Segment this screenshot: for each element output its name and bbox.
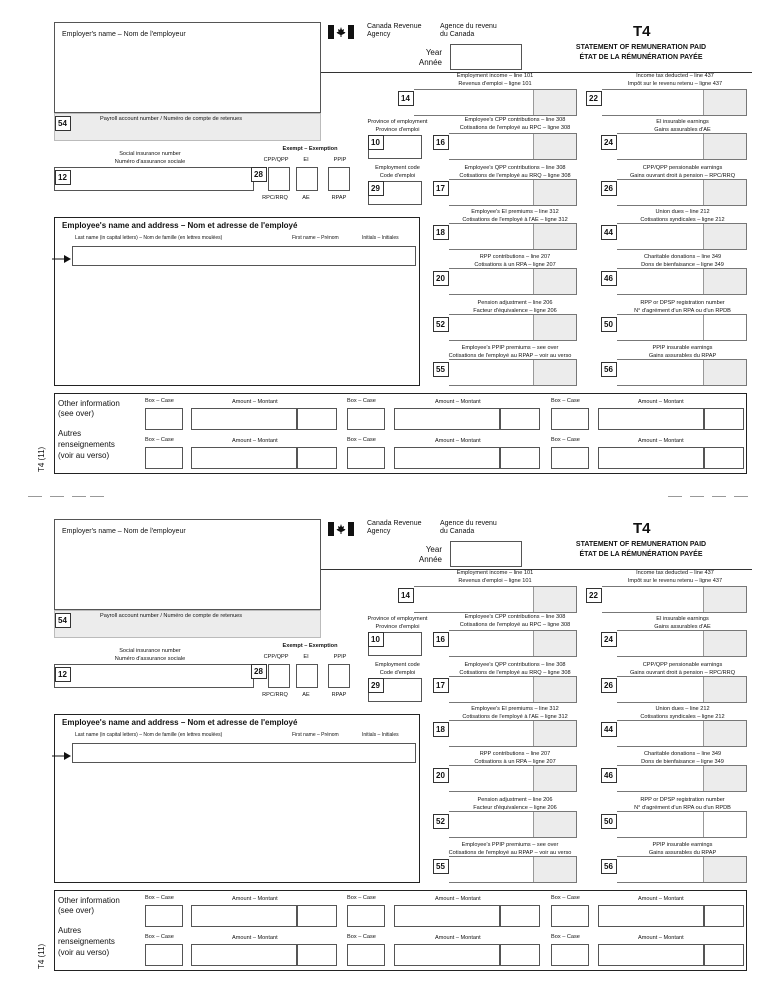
province-label-en: Province of employment [367, 119, 428, 125]
agency-fr: Agence du revenu du Canada [440, 23, 497, 38]
other-amount-input[interactable] [394, 944, 500, 966]
other-amount-label: Amount – Montant [435, 438, 481, 444]
province-label-fr: Province d'emploi [375, 624, 420, 630]
first-name-label: First name – Prénom [292, 235, 339, 241]
box46-charitable-donations[interactable] [617, 765, 747, 792]
box22-label-en: Income tax deducted – line 437 [636, 570, 714, 576]
exempt-label: Exempt – Exemption [282, 643, 338, 649]
box52-label-fr: Facteur d'équivalence – ligne 206 [473, 308, 557, 314]
box46-label-en: Charitable donations – line 349 [643, 254, 722, 260]
box20-number: 20 [433, 768, 449, 783]
cut-line [28, 496, 42, 497]
other-amount-label: Amount – Montant [435, 935, 481, 941]
other-amount-cents-input[interactable] [297, 905, 337, 927]
other-amount-input[interactable] [191, 408, 297, 430]
other-info-en1: Other information [58, 399, 120, 408]
box26-pensionable-earnings[interactable] [617, 676, 747, 703]
employee-address-box[interactable] [54, 217, 420, 386]
other-info-fr2: renseignements [58, 937, 115, 946]
box18-label-en: Employee's EI premiums – line 312 [471, 706, 559, 712]
province-label-en: Province of employment [367, 616, 428, 622]
box44-number: 44 [601, 225, 617, 240]
box14-label-fr: Revenus d'emploi – ligne 101 [458, 578, 532, 584]
box16-label-en: Employee's CPP contributions – line 308 [464, 614, 566, 620]
box16-label-en: Employee's CPP contributions – line 308 [464, 117, 566, 123]
agency-en: Canada Revenue Agency [367, 520, 422, 535]
other-box-label: Box – Case [145, 437, 174, 443]
employee-name-input[interactable] [72, 743, 416, 763]
year-label-fr: Année [418, 555, 442, 564]
exempt-cpp: CPP/QPP [263, 157, 289, 163]
statement-en: STATEMENT OF REMUNERATION PAID [575, 541, 707, 548]
statement-fr: ÉTAT DE LA RÉMUNÉRATION PAYÉE [579, 551, 703, 558]
box17-number: 17 [433, 678, 449, 693]
exempt-ppip: PPIP [333, 157, 347, 163]
exempt-rpap: RPAP [331, 692, 347, 698]
other-amount-cents-input[interactable] [704, 944, 744, 966]
other-box-input[interactable] [551, 905, 589, 927]
box16-number: 16 [433, 632, 449, 647]
box18-ei-premiums[interactable] [449, 720, 577, 747]
box16-cpp-contributions[interactable] [449, 630, 577, 657]
box44-label-fr: Cotisations syndicales – ligne 212 [640, 217, 725, 223]
payroll-label: Payroll account number / Numéro de compte de retenues [100, 613, 243, 619]
box56-label-fr: Gains assurables du RPAP [648, 353, 717, 359]
box46-label-en: Charitable donations – line 349 [643, 751, 722, 757]
exempt-cpp-checkbox[interactable] [268, 664, 290, 688]
other-amount-cents-input[interactable] [500, 905, 540, 927]
canada-flag-icon [328, 522, 354, 536]
initials-label: Initials – Initiales [362, 235, 399, 241]
box56-number: 56 [601, 859, 617, 874]
box14-number: 14 [398, 588, 414, 603]
box52-label-fr: Facteur d'équivalence – ligne 206 [473, 805, 557, 811]
other-box-input[interactable] [145, 905, 183, 927]
employer-name-label: Employer's name – Nom de l'employeur [62, 528, 186, 535]
box24-ei-insurable[interactable] [617, 133, 747, 160]
box52-label-en: Pension adjustment – line 206 [477, 797, 553, 803]
other-amount-cents-input[interactable] [297, 944, 337, 966]
last-name-label: Last name (in capital letters) – Nom de famille (en lettres moulées) [75, 235, 223, 241]
box12-number: 12 [55, 667, 71, 682]
box12-sin[interactable] [54, 167, 254, 191]
other-amount-label: Amount – Montant [638, 935, 684, 941]
box44-label-en: Union dues – line 212 [655, 706, 710, 712]
box10-number: 10 [368, 135, 384, 150]
box56-label-en: PPIP insurable earnings [652, 345, 713, 351]
exempt-cpp-checkbox[interactable] [268, 167, 290, 191]
empcode-label-en: Employment code [375, 165, 420, 171]
other-amount-label: Amount – Montant [232, 896, 278, 902]
box29-number: 29 [368, 678, 384, 693]
exempt-ei: EI [303, 654, 309, 660]
other-amount-label: Amount – Montant [435, 399, 481, 405]
box22-label-fr: Impôt sur le revenu retenu – ligne 437 [627, 578, 723, 584]
other-amount-input[interactable] [191, 447, 297, 469]
cut-line [50, 496, 64, 497]
other-box-input[interactable] [551, 408, 589, 430]
box20-label-en: RPP contributions – line 207 [479, 751, 551, 757]
box44-union-dues[interactable] [617, 720, 747, 747]
employer-name-label: Employer's name – Nom de l'employeur [62, 31, 186, 38]
other-amount-label: Amount – Montant [638, 896, 684, 902]
other-box-label: Box – Case [551, 934, 580, 940]
box20-label-fr: Cotisations à un RPA – ligne 207 [474, 759, 556, 765]
box44-label-en: Union dues – line 212 [655, 209, 710, 215]
other-box-label: Box – Case [347, 934, 376, 940]
box20-rpp-contributions[interactable] [449, 765, 577, 792]
box18-number: 18 [433, 722, 449, 737]
box10-number: 10 [368, 632, 384, 647]
box17-qpp-contributions[interactable] [449, 676, 577, 703]
box22-number: 22 [586, 91, 602, 106]
other-amount-input[interactable] [598, 944, 704, 966]
box50-label-fr: N° d'agrément d'un RPA ou d'un RPDB [634, 308, 731, 314]
box22-label-en: Income tax deducted – line 437 [636, 73, 714, 79]
empcode-label-fr: Code d'emploi [379, 670, 416, 676]
other-amount-cents-input[interactable] [704, 408, 744, 430]
other-amount-input[interactable] [394, 408, 500, 430]
other-info-fr1: Autres [58, 926, 82, 935]
box55-label-fr: Cotisations de l'employé au RPAP – voir au verso [448, 850, 572, 856]
other-box-input[interactable] [145, 944, 183, 966]
other-box-input[interactable] [145, 408, 183, 430]
box20-rpp-contributions[interactable] [449, 268, 577, 295]
cut-line [712, 496, 726, 497]
other-box-input[interactable] [551, 944, 589, 966]
box14-label-en: Employment income – line 101 [456, 570, 534, 576]
other-amount-cents-input[interactable] [297, 408, 337, 430]
box56-ppip-insurable[interactable] [617, 359, 747, 386]
box50-number: 50 [601, 317, 617, 332]
other-amount-input[interactable] [191, 944, 297, 966]
box18-label-en: Employee's EI premiums – line 312 [471, 209, 559, 215]
box50-label-fr: N° d'agrément d'un RPA ou d'un RPDB [634, 805, 731, 811]
other-amount-label: Amount – Montant [232, 438, 278, 444]
box14-number: 14 [398, 91, 414, 106]
other-amount-input[interactable] [394, 905, 500, 927]
box26-label-en: CPP/QPP pensionable earnings [642, 165, 723, 171]
box24-label-fr: Gains assurables d'AE [654, 624, 711, 630]
other-amount-cents-input[interactable] [704, 447, 744, 469]
box18-label-fr: Cotisations de l'employé à l'AE – ligne 312 [462, 714, 568, 720]
box20-label-en: RPP contributions – line 207 [479, 254, 551, 260]
box12-sin[interactable] [54, 664, 254, 688]
other-info-fr2: renseignements [58, 440, 115, 449]
empcode-label-en: Employment code [375, 662, 420, 668]
box14-label-fr: Revenus d'emploi – ligne 101 [458, 81, 532, 87]
other-box-label: Box – Case [145, 934, 174, 940]
other-box-input[interactable] [347, 447, 385, 469]
year-input[interactable] [450, 44, 522, 70]
box29-number: 29 [368, 181, 384, 196]
other-amount-input[interactable] [598, 408, 704, 430]
other-amount-input[interactable] [598, 905, 704, 927]
box16-label-fr: Cotisations de l'employé au RPC – ligne 308 [459, 125, 571, 131]
other-amount-input[interactable] [598, 447, 704, 469]
year-label-en: Year [425, 48, 442, 57]
other-amount-cents-input[interactable] [297, 447, 337, 469]
other-info-fr3: (voir au verso) [58, 948, 110, 957]
agency-fr: Agence du revenu du Canada [440, 520, 497, 535]
initials-label: Initials – Initiales [362, 732, 399, 738]
box24-label-fr: Gains assurables d'AE [654, 127, 711, 133]
box55-label-en: Employee's PPIP premiums – see over [461, 842, 559, 848]
cut-line [734, 496, 748, 497]
box52-pension-adjustment[interactable] [449, 811, 577, 838]
other-amount-cents-input[interactable] [500, 408, 540, 430]
box20-number: 20 [433, 271, 449, 286]
other-info-fr1: Autres [58, 429, 82, 438]
box14-label-en: Employment income – line 101 [456, 73, 534, 79]
slip-bottom [0, 497, 768, 977]
other-box-input[interactable] [347, 408, 385, 430]
form-code: T4 [633, 520, 651, 537]
box24-number: 24 [601, 632, 617, 647]
box16-label-fr: Cotisations de l'employé au RPC – ligne 308 [459, 622, 571, 628]
exempt-ppip-checkbox[interactable] [328, 664, 350, 688]
exempt-label: Exempt – Exemption [282, 146, 338, 152]
box22-income-tax[interactable] [602, 89, 747, 116]
first-name-label: First name – Prénom [292, 732, 339, 738]
other-amount-cents-input[interactable] [500, 944, 540, 966]
box17-label-fr: Cotisations de l'employé au RRQ – ligne 308 [459, 670, 571, 676]
box55-label-en: Employee's PPIP premiums – see over [461, 345, 559, 351]
exempt-ppip: PPIP [333, 654, 347, 660]
exempt-ei-checkbox[interactable] [296, 167, 318, 191]
employee-title: Employee's name and address – Nom et adresse de l'employé [62, 221, 298, 230]
year-input[interactable] [450, 541, 522, 567]
box50-registration-number[interactable] [617, 811, 747, 838]
other-box-label: Box – Case [551, 437, 580, 443]
box52-number: 52 [433, 317, 449, 332]
box56-ppip-insurable[interactable] [617, 856, 747, 883]
box55-ppip-premiums[interactable] [449, 359, 577, 386]
canada-flag-icon [328, 25, 354, 39]
cut-line [72, 496, 86, 497]
sin-label-en: Social insurance number [119, 648, 181, 654]
other-box-label: Box – Case [145, 895, 174, 901]
other-amount-label: Amount – Montant [638, 438, 684, 444]
exempt-rpc: RPC/RRQ [262, 195, 288, 201]
box24-label-en: EI insurable earnings [656, 616, 709, 622]
cut-line [90, 496, 104, 497]
box46-number: 46 [601, 768, 617, 783]
exempt-ae: AE [302, 195, 310, 201]
box52-label-en: Pension adjustment – line 206 [477, 300, 553, 306]
statement-en: STATEMENT OF REMUNERATION PAID [575, 44, 707, 51]
box26-pensionable-earnings[interactable] [617, 179, 747, 206]
box18-label-fr: Cotisations de l'employé à l'AE – ligne 312 [462, 217, 568, 223]
box24-label-en: EI insurable earnings [656, 119, 709, 125]
box56-label-fr: Gains assurables du RPAP [648, 850, 717, 856]
box46-label-fr: Dons de bienfaisance – ligne 349 [641, 759, 724, 765]
exempt-ae: AE [302, 692, 310, 698]
box55-number: 55 [433, 859, 449, 874]
box55-label-fr: Cotisations de l'employé au RPAP – voir au verso [448, 353, 572, 359]
other-info-fr3: (voir au verso) [58, 451, 110, 460]
box17-label-en: Employee's QPP contributions – line 308 [464, 165, 566, 171]
box26-number: 26 [601, 678, 617, 693]
box20-label-fr: Cotisations à un RPA – ligne 207 [474, 262, 556, 268]
empcode-label-fr: Code d'emploi [379, 173, 416, 179]
sin-label-fr: Numéro d'assurance sociale [114, 159, 186, 165]
box18-number: 18 [433, 225, 449, 240]
other-box-label: Box – Case [551, 398, 580, 404]
box14-employment-income[interactable] [414, 586, 577, 613]
box54-number: 54 [55, 116, 71, 131]
box24-ei-insurable[interactable] [617, 630, 747, 657]
box50-label-en: RPP or DPSP registration number [640, 797, 725, 803]
box17-qpp-contributions[interactable] [449, 179, 577, 206]
other-box-label: Box – Case [551, 895, 580, 901]
sin-label-en: Social insurance number [119, 151, 181, 157]
side-form-code: T4 (11) [37, 943, 46, 969]
box12-number: 12 [55, 170, 71, 185]
exempt-ei: EI [303, 157, 309, 163]
cut-line [690, 496, 704, 497]
exempt-cpp: CPP/QPP [263, 654, 289, 660]
other-amount-label: Amount – Montant [638, 399, 684, 405]
other-box-input[interactable] [551, 447, 589, 469]
box52-number: 52 [433, 814, 449, 829]
box22-number: 22 [586, 588, 602, 603]
box17-label-fr: Cotisations de l'employé au RRQ – ligne 308 [459, 173, 571, 179]
exempt-rpap: RPAP [331, 195, 347, 201]
other-amount-cents-input[interactable] [704, 905, 744, 927]
year-label-fr: Année [418, 58, 442, 67]
employee-title: Employee's name and address – Nom et adresse de l'employé [62, 718, 298, 727]
employee-address-box[interactable] [54, 714, 420, 883]
province-label-fr: Province d'emploi [375, 127, 420, 133]
other-info-en1: Other information [58, 896, 120, 905]
box46-number: 46 [601, 271, 617, 286]
box26-number: 26 [601, 181, 617, 196]
other-amount-input[interactable] [191, 905, 297, 927]
box44-label-fr: Cotisations syndicales – ligne 212 [640, 714, 725, 720]
box26-label-en: CPP/QPP pensionable earnings [642, 662, 723, 668]
box17-number: 17 [433, 181, 449, 196]
box54-number: 54 [55, 613, 71, 628]
cut-line [668, 496, 682, 497]
exempt-rpc: RPC/RRQ [262, 692, 288, 698]
box50-number: 50 [601, 814, 617, 829]
other-box-label: Box – Case [347, 895, 376, 901]
box50-registration-number[interactable] [617, 314, 747, 341]
employee-name-input[interactable] [72, 246, 416, 266]
box50-label-en: RPP or DPSP registration number [640, 300, 725, 306]
box22-income-tax[interactable] [602, 586, 747, 613]
other-amount-label: Amount – Montant [232, 399, 278, 405]
box17-label-en: Employee's QPP contributions – line 308 [464, 662, 566, 668]
statement-fr: ÉTAT DE LA RÉMUNÉRATION PAYÉE [579, 54, 703, 61]
arrow-right-icon [52, 251, 72, 261]
box24-number: 24 [601, 135, 617, 150]
other-box-label: Box – Case [347, 437, 376, 443]
other-amount-cents-input[interactable] [500, 447, 540, 469]
other-box-input[interactable] [347, 944, 385, 966]
other-amount-label: Amount – Montant [435, 896, 481, 902]
box28-number: 28 [251, 664, 267, 679]
other-info-en2: (see over) [58, 409, 95, 418]
exempt-ei-checkbox[interactable] [296, 664, 318, 688]
box55-number: 55 [433, 362, 449, 377]
other-amount-input[interactable] [394, 447, 500, 469]
box28-number: 28 [251, 167, 267, 182]
sin-label-fr: Numéro d'assurance sociale [114, 656, 186, 662]
box52-pension-adjustment[interactable] [449, 314, 577, 341]
year-label-en: Year [425, 545, 442, 554]
box46-charitable-donations[interactable] [617, 268, 747, 295]
other-box-label: Box – Case [145, 398, 174, 404]
box55-ppip-premiums[interactable] [449, 856, 577, 883]
box46-label-fr: Dons de bienfaisance – ligne 349 [641, 262, 724, 268]
box22-label-fr: Impôt sur le revenu retenu – ligne 437 [627, 81, 723, 87]
box56-number: 56 [601, 362, 617, 377]
box16-cpp-contributions[interactable] [449, 133, 577, 160]
other-info-en2: (see over) [58, 906, 95, 915]
box44-union-dues[interactable] [617, 223, 747, 250]
payroll-label: Payroll account number / Numéro de compte de retenues [100, 116, 243, 122]
other-box-label: Box – Case [347, 398, 376, 404]
box26-label-fr: Gains ouvrant droit à pension – RPC/RRQ [629, 173, 736, 179]
other-amount-label: Amount – Montant [232, 935, 278, 941]
other-box-input[interactable] [145, 447, 183, 469]
form-code: T4 [633, 23, 651, 40]
box16-number: 16 [433, 135, 449, 150]
box44-number: 44 [601, 722, 617, 737]
box26-label-fr: Gains ouvrant droit à pension – RPC/RRQ [629, 670, 736, 676]
arrow-right-icon [52, 748, 72, 758]
other-box-input[interactable] [347, 905, 385, 927]
exempt-ppip-checkbox[interactable] [328, 167, 350, 191]
slip-top [0, 0, 768, 480]
agency-en: Canada Revenue Agency [367, 23, 422, 38]
side-form-code: T4 (11) [37, 446, 46, 472]
box14-employment-income[interactable] [414, 89, 577, 116]
box56-label-en: PPIP insurable earnings [652, 842, 713, 848]
last-name-label: Last name (in capital letters) – Nom de famille (en lettres moulées) [75, 732, 223, 738]
box18-ei-premiums[interactable] [449, 223, 577, 250]
